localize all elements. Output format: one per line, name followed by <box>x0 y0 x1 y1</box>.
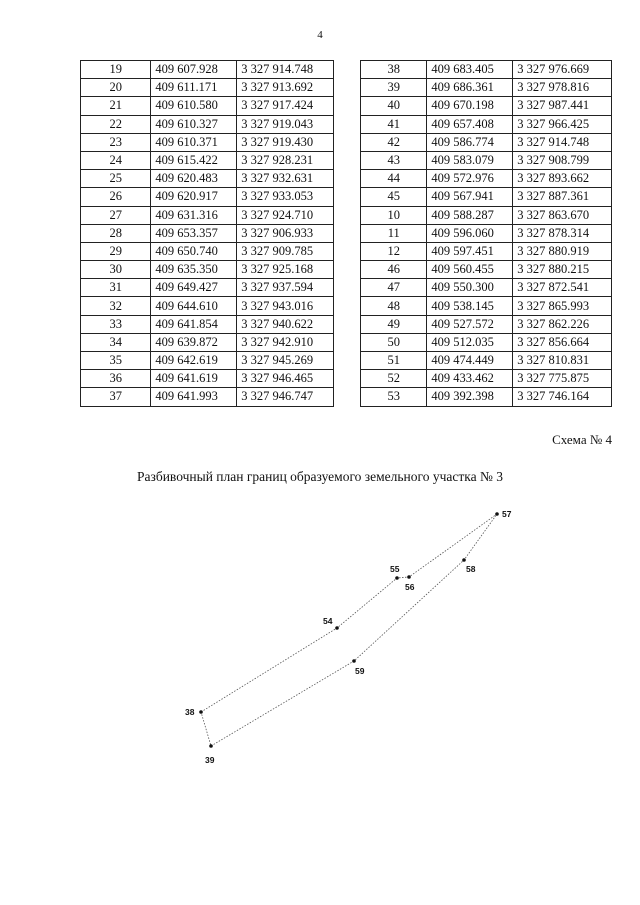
y-coordinate: 3 327 872.541 <box>513 279 612 297</box>
x-coordinate: 409 572.976 <box>427 170 513 188</box>
y-coordinate: 3 327 880.919 <box>513 242 612 260</box>
point-number: 11 <box>361 224 427 242</box>
point-number: 22 <box>81 115 151 133</box>
x-coordinate: 409 611.171 <box>151 79 237 97</box>
y-coordinate: 3 327 913.692 <box>237 79 334 97</box>
point-number: 47 <box>361 279 427 297</box>
x-coordinate: 409 641.993 <box>151 388 237 406</box>
y-coordinate: 3 327 919.430 <box>237 133 334 151</box>
point-number: 26 <box>81 188 151 206</box>
schema-label: Схема № 4 <box>552 432 612 447</box>
point-number: 43 <box>361 151 427 169</box>
x-coordinate: 409 649.427 <box>151 279 237 297</box>
y-coordinate: 3 327 966.425 <box>513 115 612 133</box>
boundary-point-marker <box>209 744 213 748</box>
y-coordinate: 3 327 880.215 <box>513 261 612 279</box>
x-coordinate: 409 657.408 <box>427 115 513 133</box>
x-coordinate: 409 596.060 <box>427 224 513 242</box>
y-coordinate: 3 327 914.748 <box>513 133 612 151</box>
x-coordinate: 409 610.580 <box>151 97 237 115</box>
y-coordinate: 3 327 810.831 <box>513 352 612 370</box>
point-number: 33 <box>81 315 151 333</box>
y-coordinate: 3 327 942.910 <box>237 333 334 351</box>
y-coordinate: 3 327 946.747 <box>237 388 334 406</box>
y-coordinate: 3 327 887.361 <box>513 188 612 206</box>
x-coordinate: 409 610.327 <box>151 115 237 133</box>
point-number: 27 <box>81 206 151 224</box>
x-coordinate: 409 586.774 <box>427 133 513 151</box>
point-number: 28 <box>81 224 151 242</box>
point-number: 51 <box>361 352 427 370</box>
point-number: 10 <box>361 206 427 224</box>
x-coordinate: 409 588.287 <box>427 206 513 224</box>
y-coordinate: 3 327 937.594 <box>237 279 334 297</box>
x-coordinate: 409 653.357 <box>151 224 237 242</box>
y-coordinate: 3 327 933.053 <box>237 188 334 206</box>
boundary-point-marker <box>407 575 411 579</box>
x-coordinate: 409 610.371 <box>151 133 237 151</box>
y-coordinate: 3 327 924.710 <box>237 206 334 224</box>
point-number: 31 <box>81 279 151 297</box>
y-coordinate: 3 327 919.043 <box>237 115 334 133</box>
y-coordinate: 3 327 775.875 <box>513 370 612 388</box>
boundary-point-label: 56 <box>405 582 415 592</box>
x-coordinate: 409 650.740 <box>151 242 237 260</box>
boundary-point-marker <box>199 710 203 714</box>
point-number: 44 <box>361 170 427 188</box>
boundary-point-label: 58 <box>466 564 476 574</box>
y-coordinate: 3 327 914.748 <box>237 61 334 79</box>
x-coordinate: 409 642.619 <box>151 352 237 370</box>
point-number: 32 <box>81 297 151 315</box>
point-number: 41 <box>361 115 427 133</box>
point-number: 23 <box>81 133 151 151</box>
point-number: 25 <box>81 170 151 188</box>
y-coordinate: 3 327 945.269 <box>237 352 334 370</box>
point-number: 40 <box>361 97 427 115</box>
boundary-point-label: 39 <box>205 755 215 765</box>
boundary-polygon <box>201 514 497 746</box>
y-coordinate: 3 327 928.231 <box>237 151 334 169</box>
y-coordinate: 3 327 906.933 <box>237 224 334 242</box>
page-number: 4 <box>317 29 323 41</box>
x-coordinate: 409 474.449 <box>427 352 513 370</box>
boundary-point-label: 59 <box>355 666 365 676</box>
x-coordinate: 409 597.451 <box>427 242 513 260</box>
point-number: 42 <box>361 133 427 151</box>
y-coordinate: 3 327 856.664 <box>513 333 612 351</box>
boundary-point-label: 54 <box>323 616 333 626</box>
x-coordinate: 409 538.145 <box>427 297 513 315</box>
x-coordinate: 409 615.422 <box>151 151 237 169</box>
x-coordinate: 409 433.462 <box>427 370 513 388</box>
y-coordinate: 3 327 940.622 <box>237 315 334 333</box>
point-number: 34 <box>81 333 151 351</box>
x-coordinate: 409 527.572 <box>427 315 513 333</box>
x-coordinate: 409 620.917 <box>151 188 237 206</box>
point-number: 35 <box>81 352 151 370</box>
point-number: 52 <box>361 370 427 388</box>
y-coordinate: 3 327 909.785 <box>237 242 334 260</box>
y-coordinate: 3 327 976.669 <box>513 61 612 79</box>
point-number: 12 <box>361 242 427 260</box>
boundary-point-marker <box>352 659 356 663</box>
x-coordinate: 409 607.928 <box>151 61 237 79</box>
boundary-point-label: 38 <box>185 707 195 717</box>
point-number: 24 <box>81 151 151 169</box>
x-coordinate: 409 512.035 <box>427 333 513 351</box>
point-number: 30 <box>81 261 151 279</box>
point-number: 39 <box>361 79 427 97</box>
y-coordinate: 3 327 862.226 <box>513 315 612 333</box>
point-number: 48 <box>361 297 427 315</box>
point-number: 53 <box>361 388 427 406</box>
point-number: 37 <box>81 388 151 406</box>
y-coordinate: 3 327 943.016 <box>237 297 334 315</box>
boundary-point-label: 57 <box>502 509 512 519</box>
y-coordinate: 3 327 946.465 <box>237 370 334 388</box>
x-coordinate: 409 567.941 <box>427 188 513 206</box>
boundary-point-label: 55 <box>390 564 400 574</box>
x-coordinate: 409 670.198 <box>427 97 513 115</box>
y-coordinate: 3 327 917.424 <box>237 97 334 115</box>
x-coordinate: 409 550.300 <box>427 279 513 297</box>
x-coordinate: 409 631.316 <box>151 206 237 224</box>
y-coordinate: 3 327 908.799 <box>513 151 612 169</box>
boundary-point-marker <box>462 558 466 562</box>
y-coordinate: 3 327 878.314 <box>513 224 612 242</box>
point-number: 29 <box>81 242 151 260</box>
y-coordinate: 3 327 987.441 <box>513 97 612 115</box>
x-coordinate: 409 583.079 <box>427 151 513 169</box>
y-coordinate: 3 327 925.168 <box>237 261 334 279</box>
x-coordinate: 409 641.854 <box>151 315 237 333</box>
x-coordinate: 409 392.398 <box>427 388 513 406</box>
boundary-point-marker <box>335 626 339 630</box>
x-coordinate: 409 644.610 <box>151 297 237 315</box>
boundary-point-marker <box>395 576 399 580</box>
y-coordinate: 3 327 863.670 <box>513 206 612 224</box>
point-number: 50 <box>361 333 427 351</box>
point-number: 45 <box>361 188 427 206</box>
y-coordinate: 3 327 978.816 <box>513 79 612 97</box>
point-number: 20 <box>81 79 151 97</box>
point-number: 38 <box>361 61 427 79</box>
y-coordinate: 3 327 746.164 <box>513 388 612 406</box>
x-coordinate: 409 686.361 <box>427 79 513 97</box>
x-coordinate: 409 641.619 <box>151 370 237 388</box>
y-coordinate: 3 327 932.631 <box>237 170 334 188</box>
point-number: 19 <box>81 61 151 79</box>
x-coordinate: 409 683.405 <box>427 61 513 79</box>
x-coordinate: 409 635.350 <box>151 261 237 279</box>
x-coordinate: 409 560.455 <box>427 261 513 279</box>
plan-title: Разбивочный план границ образуемого земельного участка № 3 <box>137 469 503 484</box>
point-number: 36 <box>81 370 151 388</box>
x-coordinate: 409 639.872 <box>151 333 237 351</box>
point-number: 49 <box>361 315 427 333</box>
boundary-point-marker <box>495 512 499 516</box>
x-coordinate: 409 620.483 <box>151 170 237 188</box>
point-number: 46 <box>361 261 427 279</box>
y-coordinate: 3 327 893.662 <box>513 170 612 188</box>
y-coordinate: 3 327 865.993 <box>513 297 612 315</box>
point-number: 21 <box>81 97 151 115</box>
